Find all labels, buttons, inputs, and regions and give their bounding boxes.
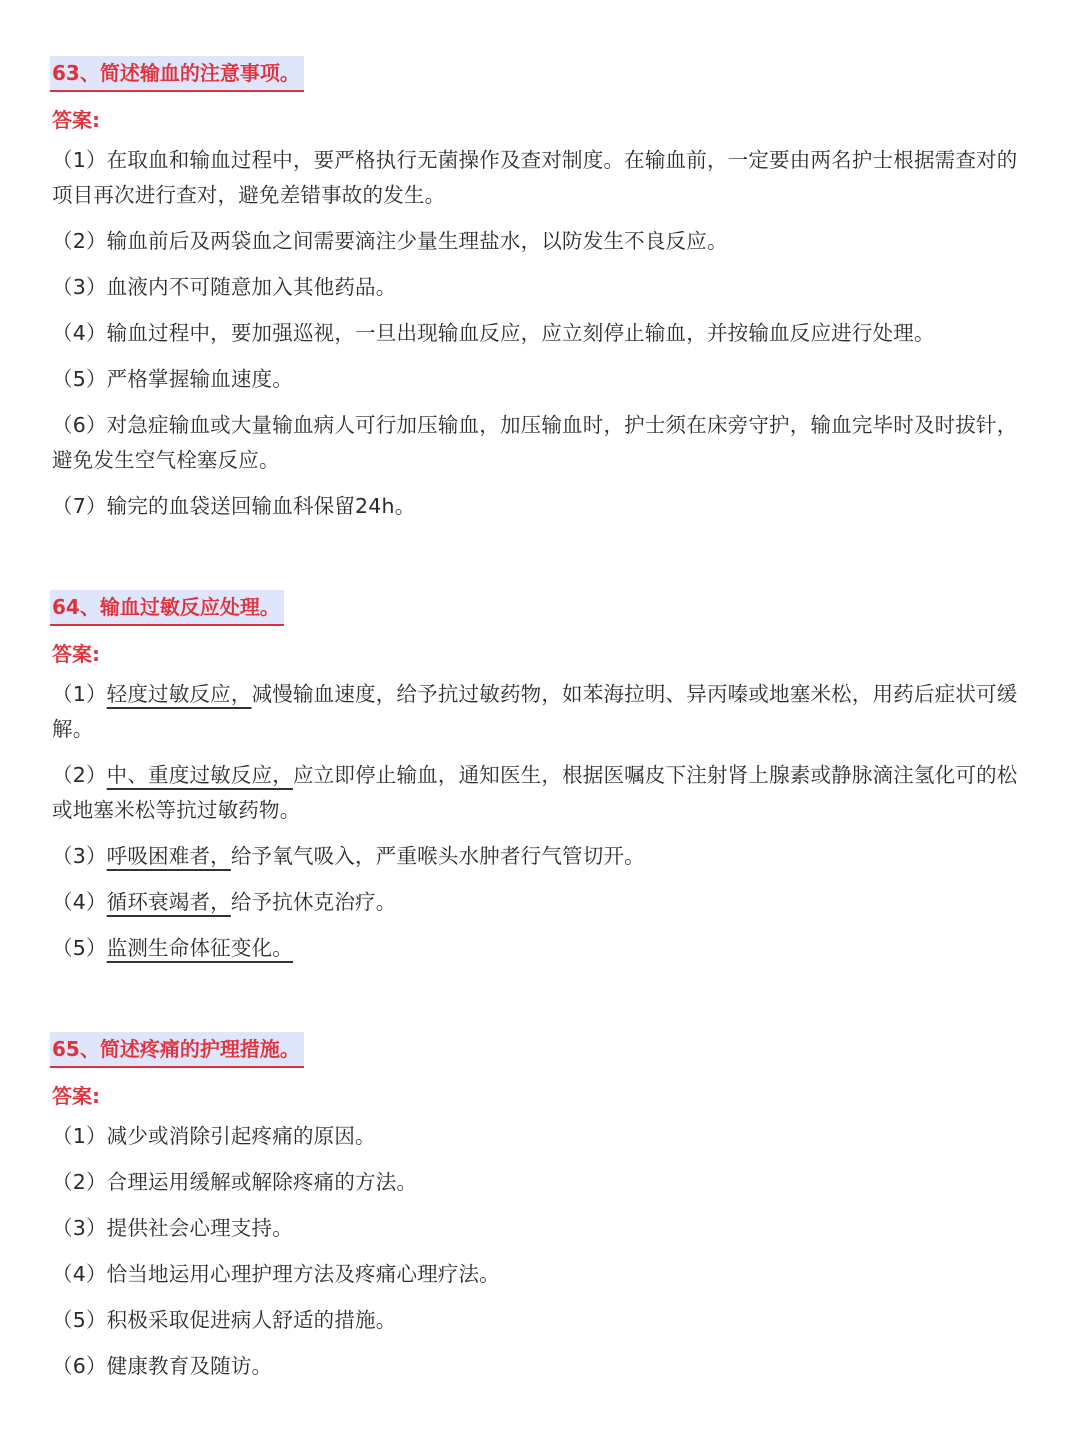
list-item: （4）输血过程中，要加强巡视，一旦出现输血反应，应立刻停止输血，并按输血反应进行处理。 [52, 321, 935, 345]
list-item: （3）血液内不可随意加入其他药品。 [52, 275, 397, 299]
list-item: （5）积极采取促进病人舒适的措施。 [52, 1308, 397, 1332]
list-item [52, 758, 1028, 828]
list-item: （1）在取血和输血过程中，要严格执行无菌操作及查对制度。在输血前，一定要由两名护士根据需查对的项目再次进行查对，避免差错事故的发生。 [52, 148, 1018, 207]
answer-label: 答案: [52, 642, 100, 666]
item-lead: 监测生命体征变化。 [106, 936, 293, 960]
item-number: （5） [52, 936, 107, 960]
item-number: （4） [52, 890, 107, 914]
list-item [52, 839, 1028, 874]
list-item [52, 931, 1028, 966]
item-number: （1） [52, 682, 107, 706]
question-title: 63、简述输血的注意事项。 [50, 56, 304, 92]
item-text: 减慢输血速度，给予抗过敏药物，如苯海拉明、异丙嗪或地塞米松，用药后症状可缓解。 [52, 682, 1018, 741]
section-q63 [52, 56, 1028, 535]
item-text: 给予氧气吸入，严重喉头水肿者行气管切开。 [230, 844, 645, 868]
answer-label: 答案: [52, 108, 100, 132]
list-item: （4）恰当地运用心理护理方法及疼痛心理疗法。 [52, 1262, 500, 1286]
question-title: 64、输血过敏反应处理。 [50, 590, 284, 626]
list-item: （5）严格掌握输血速度。 [52, 367, 293, 391]
item-lead: 呼吸困难者， [106, 844, 231, 868]
list-item: （6）对急症输血或大量输血病人可行加压输血，加压输血时，护士须在床旁守护，输血完毕时及时拔针，避免发生空气栓塞反应。 [52, 413, 1018, 472]
item-text: 给予抗休克治疗。 [230, 890, 397, 914]
list-item: （2）合理运用缓解或解除疼痛的方法。 [52, 1170, 418, 1194]
list-item [52, 677, 1028, 747]
list-item: （3）提供社会心理支持。 [52, 1216, 293, 1240]
list-item [52, 885, 1028, 920]
question-title: 65、简述疼痛的护理措施。 [50, 1032, 304, 1068]
list-item: （7）输完的血袋送回输血科保留24h。 [52, 494, 416, 518]
item-text: 应立即停止输血，通知医生，根据医嘱皮下注射肾上腺素或静脉滴注氢化可的松或地塞米松等抗过敏药物。 [52, 763, 1018, 822]
section-q64 [52, 590, 1028, 977]
answer-label: 答案: [52, 1084, 100, 1108]
item-lead: 循环衰竭者， [106, 890, 231, 914]
item-lead: 轻度过敏反应， [106, 682, 252, 706]
list-item: （2）输血前后及两袋血之间需要滴注少量生理盐水，以防发生不良反应。 [52, 229, 728, 253]
list-item: （6）健康教育及随访。 [52, 1354, 273, 1378]
section-q65 [52, 1032, 1028, 1395]
item-number: （3） [52, 844, 107, 868]
item-lead: 中、重度过敏反应， [106, 763, 293, 787]
list-item: （1）减少或消除引起疼痛的原因。 [52, 1124, 376, 1148]
item-number: （2） [52, 763, 107, 787]
